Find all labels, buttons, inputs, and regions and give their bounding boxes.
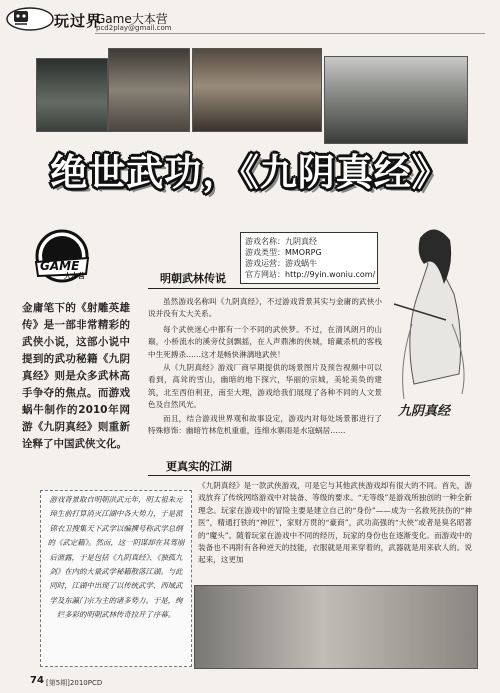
badge-line1: GAME [40,259,80,273]
header-brand: 玩过界 [54,12,103,30]
section2-paragraph-1: 《九阴真经》是一款武侠游戏，可是它与其他武侠游戏却有很大的不同。首先，游戏放弃了传统网络游戏中对装备、等级的要求。“无等级”是游戏所独创的一种全新理念。玩家在游戏中的冒险主要是建立自己的“身份”——成为一名救死扶伤的“神医”，精通打铁的“神匠”，家财万贯的“豪商”，武功高强的“大侠”或者是臭名昭著的“魔头”。随着玩家在游戏中不同的经历，玩家的身份也在逐渐变化。而游戏中的装备也不再附有各种逆天的技能，衣服就是用来穿着的，武器就是用来砍人的。说起来，这更加 [198,481,472,565]
section-heading-1: 明朝武林传说 [160,272,226,285]
section-rule-1 [148,288,380,289]
section1-paragraph-4: 而且，结合游戏世界观和故事设定，游戏内对每处场景都进行了特殊修饰：幽暗竹林危机重重，连绵水寨雨是水寇蜗居…… [148,414,382,436]
game-badge-logo [26,228,98,288]
section1-paragraph-2: 每个武侠迷心中都有一个不同的武侠梦。不过，在清风朗月的山巅，小桥流水的溪旁仗剑飘摇，在人声鼎沸的侠城，暗藏杀机的客栈中生死搏杀……这才是畅快淋漓地武侠！ [148,325,382,359]
section1-paragraph-1: 虽然游戏名称叫《九阴真经》，不过游戏背景其实与金庸的武侠小说并没有太大关系。 [148,297,382,319]
page-number: 74 [30,675,44,686]
info-game-operator: 游戏运营：游戏蜗牛 [245,259,317,268]
header-rule [95,33,485,34]
screenshot-2 [108,48,190,132]
info-official-site[interactable]: 官方网站：http://9yin.woniu.com/ [245,270,376,279]
issue-label: [第5期]2010PCD [46,679,103,687]
section-heading-2: 更真实的江湖 [166,460,232,473]
screenshot-1 [36,58,108,132]
intro-paragraph: 金庸笔下的《射雕英雄传》是一部非常精彩的武侠小说，这部小说中提到的武功秘籍《九阴真经》则是众多武林高手争夺的焦点。而游戏蜗牛制作的2010年网游《九阴真经》则重新诠释了中国武侠文化。 [22,302,130,450]
badge-line2: 大本营 [64,272,85,280]
screenshot-3 [192,48,322,132]
article-title: 绝世武功，《九阴真经》 [50,150,450,194]
screenshot-4 [324,56,468,144]
game-logo-caption: 九阴真经 [398,404,451,419]
section1-paragraph-3: 从《九阴真经》游戏厂商早期提供的场景图片及预告视频中可以看到，高耸的雪山，幽暗的地下探穴，华丽的宗城，美轮美奂的建筑，北至西伯利亚，南至大理，游戏给我们展现了各种不同的人文景色及自然风光。 [148,363,382,410]
info-game-name: 游戏名称：九阴真经 [245,237,317,246]
section-rule-2 [148,475,470,476]
header-section-title: Game大本营 [96,12,168,26]
info-game-type: 游戏类型：MMORPG [245,248,322,257]
background-quote-text: 游戏背景取自明朝洪武元年，明太祖朱元璋生前打算消灭江湖中各大势力，于是派锦衣卫搜集天下武学以编撰号称武学总纲的《武定籍》。然而，这一阴谋却在其驾崩后泄露，于是包括《九阴真经》、《独孤九剑》在内的大量武学秘籍散落江湖。与此同时，江湖中出现了以传统武学、西域武学及东瀛门宗为主的诸多势力。于是，绚烂多彩的明朝武林传奇拉开了序幕。 [47,495,185,620]
game-info-box [240,232,378,284]
screenshot-bottom [194,585,478,669]
header-email: pcd2play@gmail.com [96,24,172,32]
